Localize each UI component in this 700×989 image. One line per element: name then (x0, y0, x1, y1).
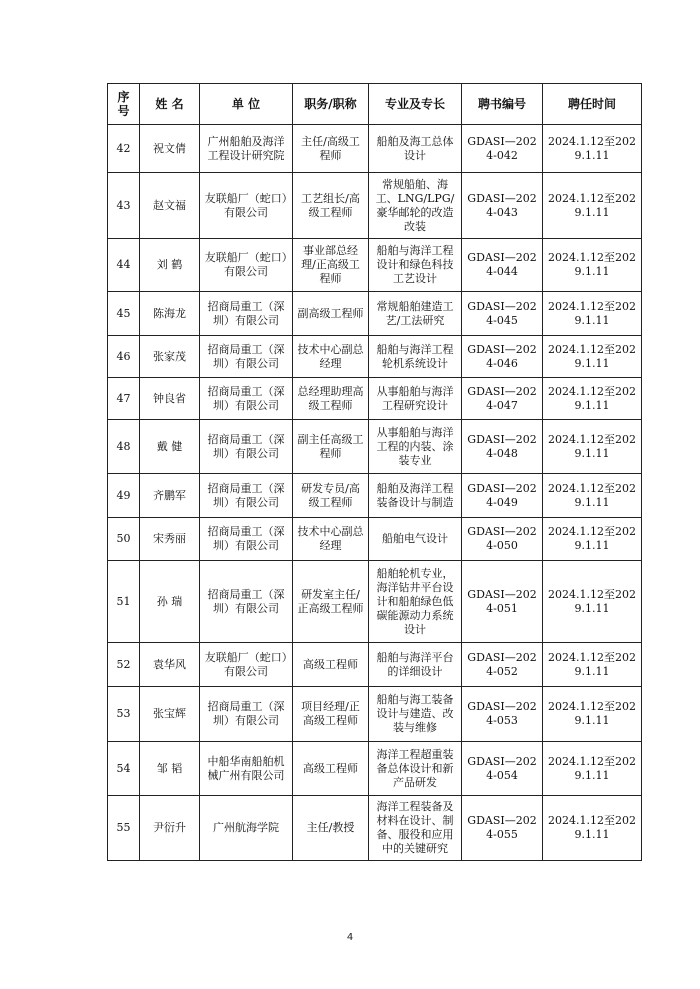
certificate-number-cell: GDASI—2024-048 (462, 420, 543, 474)
specialty-cell: 海洋工程超重装备总体设计和新产品研发 (369, 742, 462, 796)
table-row (108, 336, 642, 378)
title-cell: 工艺组长/高级工程师 (293, 173, 369, 239)
seq-cell: 54 (108, 742, 140, 796)
title-cell: 高级工程师 (293, 742, 369, 796)
specialty-cell: 从事船舶与海洋工程研究设计 (369, 378, 462, 420)
specialty-cell: 常规船舶、海工、LNG/LPG/豪华邮轮的改造改装 (369, 173, 462, 239)
certificate-number-cell: GDASI—2024-049 (462, 474, 543, 518)
table-row (108, 687, 642, 742)
seq-cell: 48 (108, 420, 140, 474)
table-row (108, 742, 642, 796)
appointment-term-cell: 2024.1.12至2029.1.11 (543, 292, 642, 336)
certificate-number-cell: GDASI—2024-052 (462, 643, 543, 687)
title-cell: 研发专员/高级工程师 (293, 474, 369, 518)
certificate-number-cell: GDASI—2024-055 (462, 796, 543, 861)
header-appointment-term: 聘任时间 (543, 84, 642, 125)
unit-cell: 招商局重工（深圳）有限公司 (200, 292, 293, 336)
unit-cell: 广州航海学院 (200, 796, 293, 861)
seq-cell: 53 (108, 687, 140, 742)
appointment-term-cell: 2024.1.12至2029.1.11 (543, 643, 642, 687)
certificate-number-cell: GDASI—2024-046 (462, 336, 543, 378)
certificate-number-cell: GDASI—2024-042 (462, 125, 543, 173)
certificate-number-cell: GDASI—2024-054 (462, 742, 543, 796)
name-cell: 孙 瑞 (140, 561, 200, 643)
title-cell: 事业部总经理/正高级工程师 (293, 239, 369, 292)
name-cell: 宋秀丽 (140, 518, 200, 561)
table-row (108, 420, 642, 474)
title-cell: 技术中心副总经理 (293, 518, 369, 561)
appointment-term-cell: 2024.1.12至2029.1.11 (543, 561, 642, 643)
seq-cell: 44 (108, 239, 140, 292)
unit-cell: 招商局重工（深圳）有限公司 (200, 687, 293, 742)
unit-cell: 招商局重工（深圳）有限公司 (200, 378, 293, 420)
specialty-cell: 从事船舶与海洋工程的内装、涂装专业 (369, 420, 462, 474)
specialty-cell: 船舶轮机专业，海洋钻井平台设计和船舶绿色低碳能源动力系统设计 (369, 561, 462, 643)
specialty-cell: 常规船舶建造工艺/工法研究 (369, 292, 462, 336)
certificate-number-cell: GDASI—2024-051 (462, 561, 543, 643)
title-cell: 项目经理/正高级工程师 (293, 687, 369, 742)
unit-cell: 招商局重工（深圳）有限公司 (200, 336, 293, 378)
appointment-term-cell: 2024.1.12至2029.1.11 (543, 742, 642, 796)
unit-cell: 广州船舶及海洋工程设计研究院 (200, 125, 293, 173)
certificate-number-cell: GDASI—2024-045 (462, 292, 543, 336)
certificate-number-cell: GDASI—2024-047 (462, 378, 543, 420)
unit-cell: 友联船厂（蛇口）有限公司 (200, 239, 293, 292)
header-title: 职务/职称 (293, 84, 369, 125)
appointment-term-cell: 2024.1.12至2029.1.11 (543, 518, 642, 561)
specialty-cell: 船舶与海洋平台的详细设计 (369, 643, 462, 687)
title-cell: 副主任高级工程师 (293, 420, 369, 474)
table-row (108, 518, 642, 561)
certificate-number-cell: GDASI—2024-053 (462, 687, 543, 742)
table-row (108, 125, 642, 173)
specialty-cell: 船舶及海工总体设计 (369, 125, 462, 173)
certificate-number-cell: GDASI—2024-043 (462, 173, 543, 239)
name-cell: 陈海龙 (140, 292, 200, 336)
header-unit: 单 位 (200, 84, 293, 125)
seq-cell: 46 (108, 336, 140, 378)
unit-cell: 招商局重工（深圳）有限公司 (200, 561, 293, 643)
name-cell: 赵文福 (140, 173, 200, 239)
seq-cell: 45 (108, 292, 140, 336)
appointment-term-cell: 2024.1.12至2029.1.11 (543, 687, 642, 742)
header-name: 姓 名 (140, 84, 200, 125)
certificate-number-cell: GDASI—2024-044 (462, 239, 543, 292)
table-row (108, 378, 642, 420)
table-row (108, 474, 642, 518)
title-cell: 副高级工程师 (293, 292, 369, 336)
table-row (108, 796, 642, 861)
seq-cell: 52 (108, 643, 140, 687)
table-row (108, 173, 642, 239)
appointment-term-cell: 2024.1.12至2029.1.11 (543, 239, 642, 292)
appointment-term-cell: 2024.1.12至2029.1.11 (543, 336, 642, 378)
table-row (108, 239, 642, 292)
certificate-number-cell: GDASI—2024-050 (462, 518, 543, 561)
unit-cell: 中船华南船舶机械广州有限公司 (200, 742, 293, 796)
name-cell: 刘 鹤 (140, 239, 200, 292)
table-row (108, 643, 642, 687)
name-cell: 钟良省 (140, 378, 200, 420)
appointment-term-cell: 2024.1.12至2029.1.11 (543, 420, 642, 474)
table-header-row (108, 84, 642, 125)
specialty-cell: 海洋工程装备及材料在设计、制备、服役和应用中的关键研究 (369, 796, 462, 861)
specialty-cell: 船舶与海洋工程轮机系统设计 (369, 336, 462, 378)
unit-cell: 招商局重工（深圳）有限公司 (200, 518, 293, 561)
seq-cell: 42 (108, 125, 140, 173)
appointment-term-cell: 2024.1.12至2029.1.11 (543, 173, 642, 239)
name-cell: 祝文倩 (140, 125, 200, 173)
seq-cell: 43 (108, 173, 140, 239)
table-row (108, 292, 642, 336)
seq-cell: 55 (108, 796, 140, 861)
seq-cell: 50 (108, 518, 140, 561)
name-cell: 戴 健 (140, 420, 200, 474)
header-certificate-number: 聘书编号 (462, 84, 543, 125)
unit-cell: 招商局重工（深圳）有限公司 (200, 474, 293, 518)
title-cell: 技术中心副总经理 (293, 336, 369, 378)
appointment-term-cell: 2024.1.12至2029.1.11 (543, 474, 642, 518)
appointment-term-cell: 2024.1.12至2029.1.11 (543, 796, 642, 861)
seq-cell: 47 (108, 378, 140, 420)
name-cell: 袁华风 (140, 643, 200, 687)
table-row (108, 561, 642, 643)
title-cell: 总经理助理高级工程师 (293, 378, 369, 420)
seq-cell: 49 (108, 474, 140, 518)
unit-cell: 友联船厂（蛇口）有限公司 (200, 643, 293, 687)
specialty-cell: 船舶与海工装备设计与建造、改装与维修 (369, 687, 462, 742)
unit-cell: 招商局重工（深圳）有限公司 (200, 420, 293, 474)
name-cell: 齐鹏军 (140, 474, 200, 518)
name-cell: 尹衍升 (140, 796, 200, 861)
appointment-term-cell: 2024.1.12至2029.1.11 (543, 125, 642, 173)
title-cell: 研发室主任/正高级工程师 (293, 561, 369, 643)
title-cell: 主任/高级工程师 (293, 125, 369, 173)
seq-cell: 51 (108, 561, 140, 643)
header-seq: 序号 (108, 84, 140, 125)
name-cell: 张宝辉 (140, 687, 200, 742)
specialty-cell: 船舶及海洋工程装备设计与制造 (369, 474, 462, 518)
unit-cell: 友联船厂（蛇口）有限公司 (200, 173, 293, 239)
specialty-cell: 船舶电气设计 (369, 518, 462, 561)
title-cell: 高级工程师 (293, 643, 369, 687)
expert-roster-table (107, 83, 642, 861)
page-number: 4 (346, 932, 354, 943)
title-cell: 主任/教授 (293, 796, 369, 861)
appointment-term-cell: 2024.1.12至2029.1.11 (543, 378, 642, 420)
header-specialty: 专业及专长 (369, 84, 462, 125)
name-cell: 张家茂 (140, 336, 200, 378)
specialty-cell: 船舶与海洋工程设计和绿色科技工艺设计 (369, 239, 462, 292)
name-cell: 邹 韬 (140, 742, 200, 796)
